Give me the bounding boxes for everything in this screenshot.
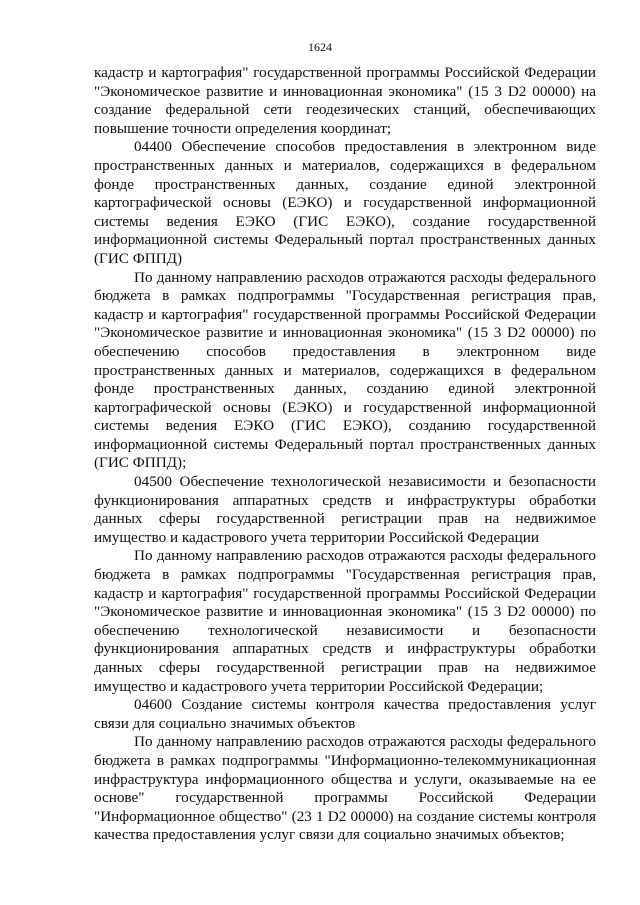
- paragraph-04400-description: По данному направлению расходов отражаются расходы федерального бюджета в рамках подпрограммы "Государственная регистрация прав, кадастр и картография" государственной программы Российской Федерации "Экономическое развитие и инновационная экономика" (15 3 D2 00000) по обеспечению способов предоставления в электронном виде пространственных данных и материалов, содержащихся в федеральном фонде пространственных данных, созданию единой электронной картографической основы (ЕЭКО) и государственной информационной системы ведения ЕЭКО (ГИС ЕЭКО), созданию государственной информационной системы Федеральный портал пространственных данных (ГИС ФППД);: [94, 268, 596, 472]
- paragraph-continuation: кадастр и картография" государственной программы Российской Федерации "Экономическое развитие и инновационная экономика" (15 3 D2 00000) на создание федеральной сети геодезических станций, обеспечивающих повышение точности определения координат;: [94, 64, 596, 137]
- paragraph-code-04400: 04400 Обеспечение способов предоставления в электронном виде пространственных данных и материалов, содержащихся в федеральном фонде пространственных данных, создание единой электронной картографической основы (ЕЭКО) и государственной информационной системы ведения ЕЭКО (ГИС ЕЭКО), создание государственной информационной системы Федеральный портал пространственных данных (ГИС ФППД): [94, 138, 596, 267]
- paragraph-04500-description: По данному направлению расходов отражаются расходы федерального бюджета в рамках подпрограммы "Государственная регистрация прав, кадастр и картография" государственной программы Российской Федерации "Экономическое развитие и инновационная экономика" (15 3 D2 00000) по обеспечению технологической независимости и безопасности функционирования аппаратных средств и инфраструктуры обработки данных сферы государственной регистрации прав на недвижимое имущество и кадастрового учета территории Российской Федерации;: [94, 547, 596, 695]
- paragraph-code-04500: 04500 Обеспечение технологической независимости и безопасности функционирования аппаратных средств и инфраструктуры обработки данных сферы государственной регистрации прав на недвижимое имущество и кадастрового учета территории Российской Федерации: [94, 473, 596, 546]
- paragraph-code-04600: 04600 Создание системы контроля качества предоставления услуг связи для социально значимых объектов: [94, 696, 596, 732]
- page-number: 1624: [308, 40, 332, 54]
- paragraph-04600-description: По данному направлению расходов отражаются расходы федерального бюджета в рамках подпрограммы "Информационно-телекоммуникационная инфраструктура информационного общества и услуги, оказываемые на ее основе" государственной программы Российской Федерации "Информационное общество" (23 1 D2 00000) на создание системы контроля качества предоставления услуг связи для социально значимых объектов;: [94, 733, 596, 844]
- document-body: [94, 64, 596, 845]
